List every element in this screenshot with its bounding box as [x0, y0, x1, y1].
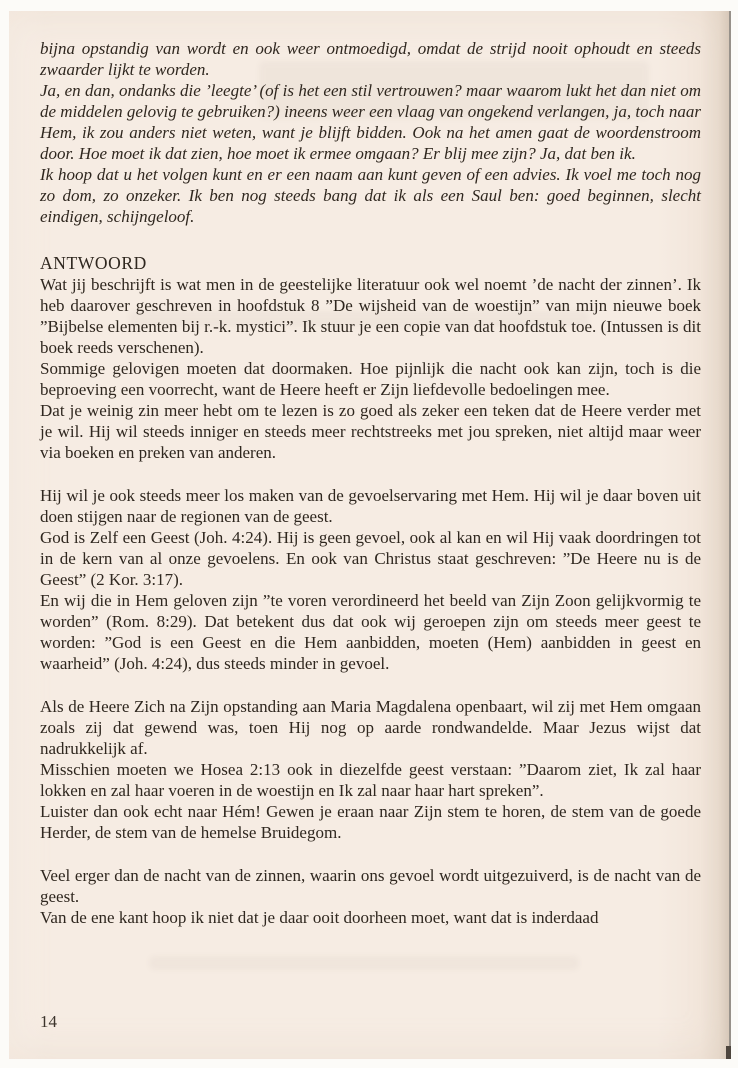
answer-paragraph: Veel erger dan de nacht van de zinnen, waarin ons gevoel wordt uitgezuiverd, is de nacht van de geest. — [40, 866, 701, 906]
answer-paragraph: Sommige gelovigen moeten dat doormaken. Hoe pijnlijk die nacht ook kan zijn, toch is die beproeving een voorrecht, want de Heere heeft er Zijn liefdevolle bedoelingen mee. — [40, 359, 701, 399]
letter-paragraph: bijna opstandig van wordt en ook weer ontmoedigd, omdat de strijd nooit ophoudt en steeds zwaarder lijkt te worden. — [40, 39, 701, 79]
answer-paragraph-group — [40, 274, 701, 463]
letter-excerpt-italic — [40, 38, 701, 227]
answer-paragraph-group — [40, 485, 701, 674]
print-bleedthrough — [149, 956, 579, 970]
text-column — [40, 38, 701, 928]
answer-paragraph: En wij die in Hem geloven zijn ”te voren verordineerd het beeld van Zijn Zoon gelijkvormig te worden” (Rom. 8:29). Dat betekent dus dat ook wij geroepen zijn om steeds meer geest te worden: ”God is een Geest en die Hem aanbidden, moeten (Hem) aanbidden in geest en waarheid” (Joh. 4:24), dus steeds minder in gevoel. — [40, 591, 701, 673]
answer-section-heading: ANTWOORD — [40, 253, 147, 273]
letter-paragraph: Ik hoop dat u het volgen kunt en er een naam aan kunt geven of een advies. Ik voel me toch nog zo dom, zo onzeker. Ik ben nog steeds bang dat ik als een Saul ben: goed beginnen, slecht eindigen, schijngeloof. — [40, 165, 701, 226]
answer-paragraph-group — [40, 865, 701, 928]
scanned-book-page — [9, 11, 731, 1059]
answer-paragraph: Hij wil je ook steeds meer los maken van de gevoelservaring met Hem. Hij wil je daar boven uit doen stijgen naar de regionen van de geest. — [40, 486, 701, 526]
answer-paragraph: Als de Heere Zich na Zijn opstanding aan Maria Magdalena openbaart, wil zij met Hem omgaan zoals zij dat gewend was, toen Hij nog op aarde rondwandelde. Maar Jezus wijst dat nadrukkelijk af. — [40, 697, 701, 758]
answer-paragraph: Van de ene kant hoop ik niet dat je daar ooit doorheen moet, want dat is inderdaad — [40, 908, 599, 927]
page-number: 14 — [40, 1012, 57, 1031]
answer-paragraph: Wat jij beschrijft is wat men in de geestelijke literatuur ook wel noemt ’de nacht der zinnen’. Ik heb daarover geschreven in hoofdstuk 8 ”De wijsheid van de woestijn” van mijn nieuwe boek ”Bijbelse elementen bij r.-k. mystici”. Ik stuur je een copie van dat hoofdstuk toe. (Intussen is dit boek reeds verschenen). — [40, 275, 701, 357]
answer-paragraph-group — [40, 696, 701, 843]
answer-paragraph: God is Zelf een Geest (Joh. 4:24). Hij is geen gevoel, ook al kan en wil Hij vaak doordringen tot in de kern van al onze gevoelens. En ook van Christus staat geschreven: ”De Heere nu is de Geest” (2 Kor. 3:17). — [40, 528, 701, 589]
letter-paragraph: Ja, en dan, ondanks die ’leegte’ (of is het een stil vertrouwen? maar waarom lukt het dan niet om de middelen gelovig te gebruiken?) ineens weer een vlaag van ongekend verlangen, ja, toch naar Hem, ik zou anders niet weten, want je blijft bidden. Ook na het amen gaat de woordenstroom door. Hoe moet ik dat zien, hoe moet ik ermee omgaan? Er blij mee zijn? Ja, dat ben ik. — [40, 81, 701, 163]
answer-paragraph: Luister dan ook echt naar Hém! Gewen je eraan naar Zijn stem te horen, de stem van de goede Herder, de stem van de hemelse Bruidegom. — [40, 802, 701, 842]
answer-paragraph: Dat je weinig zin meer hebt om te lezen is zo goed als zeker een teken dat de Heere verder met je wil. Hij wil steeds inniger en steeds meer rechtstreeks met jou spreken, niet altijd maar weer via boeken en preken van anderen. — [40, 401, 701, 462]
answer-paragraph: Misschien moeten we Hosea 2:13 ook in diezelfde geest verstaan: ”Daarom ziet, Ik zal haar lokken en zal haar voeren in de woestijn en Ik zal naar haar hart spreken”. — [40, 760, 701, 800]
